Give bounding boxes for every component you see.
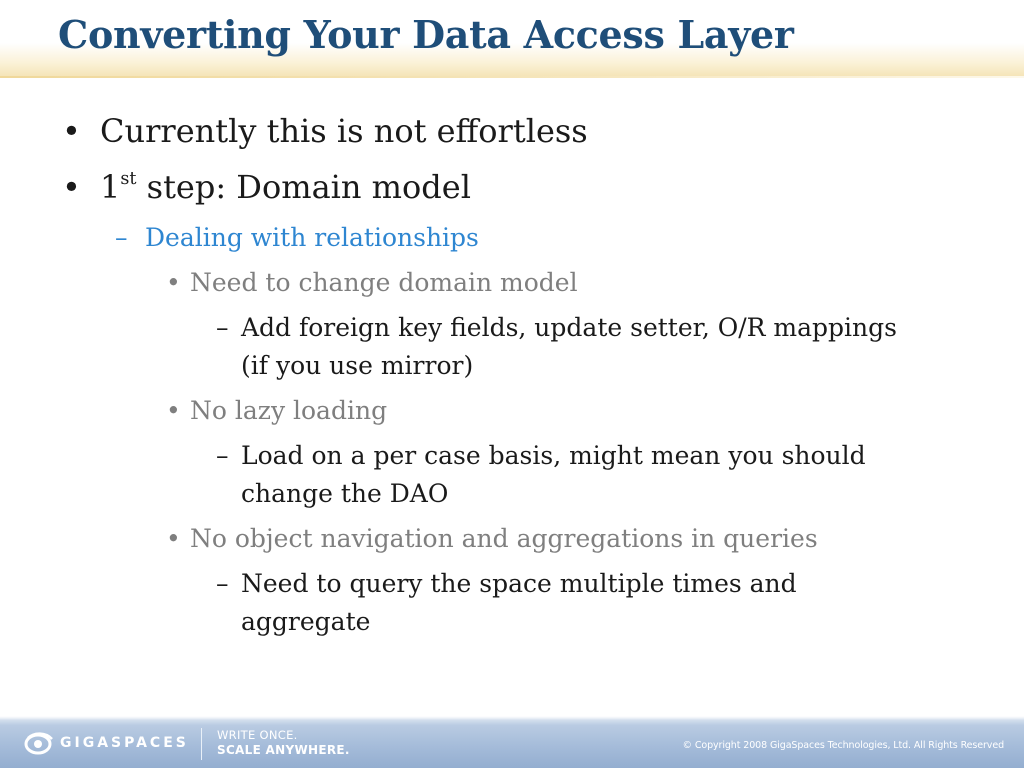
step-text: step: Domain model xyxy=(136,168,471,206)
bullet-marker: • xyxy=(166,524,181,553)
slide-title: Converting Your Data Access Layer xyxy=(58,12,794,57)
step-number: 1 xyxy=(100,168,121,206)
tagline-line-2: SCALE ANYWHERE. xyxy=(217,743,350,757)
bullet-text xyxy=(100,168,471,206)
gigaspaces-logo xyxy=(24,730,189,756)
detail-line-1: Load on a per case basis, might mean you should xyxy=(241,441,866,470)
footer-highlight xyxy=(0,716,1024,720)
dash-marker: – xyxy=(216,441,229,470)
tagline-line-1: WRITE ONCE. xyxy=(217,728,298,742)
bullet-marker: • xyxy=(166,396,181,425)
detail-line-1: Need to query the space multiple times and xyxy=(241,569,797,598)
detail-line-2: (if you use mirror) xyxy=(241,351,474,380)
tagline xyxy=(217,728,350,758)
bullet-marker: • xyxy=(62,168,81,206)
dash-marker: – xyxy=(216,569,229,598)
copyright-notice: © Copyright 2008 GigaSpaces Technologies, Ltd. All Rights Reserved xyxy=(682,740,1004,751)
title-band xyxy=(0,0,1024,78)
detail-line-2: change the DAO xyxy=(241,479,449,508)
detail-line-2: aggregate xyxy=(241,607,371,636)
detail-line-1: Add foreign key fields, update setter, O/R mappings xyxy=(241,313,897,342)
item-text: Need to change domain model xyxy=(190,268,578,297)
logo-text: GIGASPACES xyxy=(60,735,189,751)
step-ordinal: st xyxy=(120,168,137,189)
bullet-marker: • xyxy=(166,268,181,297)
gigaspaces-logo-icon xyxy=(24,730,54,756)
footer-band xyxy=(0,716,1024,768)
item-text: No lazy loading xyxy=(190,396,388,425)
bullet-marker: • xyxy=(62,112,81,150)
bullet-text: Currently this is not effortless xyxy=(100,112,588,150)
dash-marker: – xyxy=(115,223,128,252)
dash-marker: – xyxy=(216,313,229,342)
item-text: No object navigation and aggregations in queries xyxy=(190,524,818,553)
sub-bullet-text: Dealing with relationships xyxy=(145,223,479,252)
footer-divider xyxy=(201,728,202,760)
